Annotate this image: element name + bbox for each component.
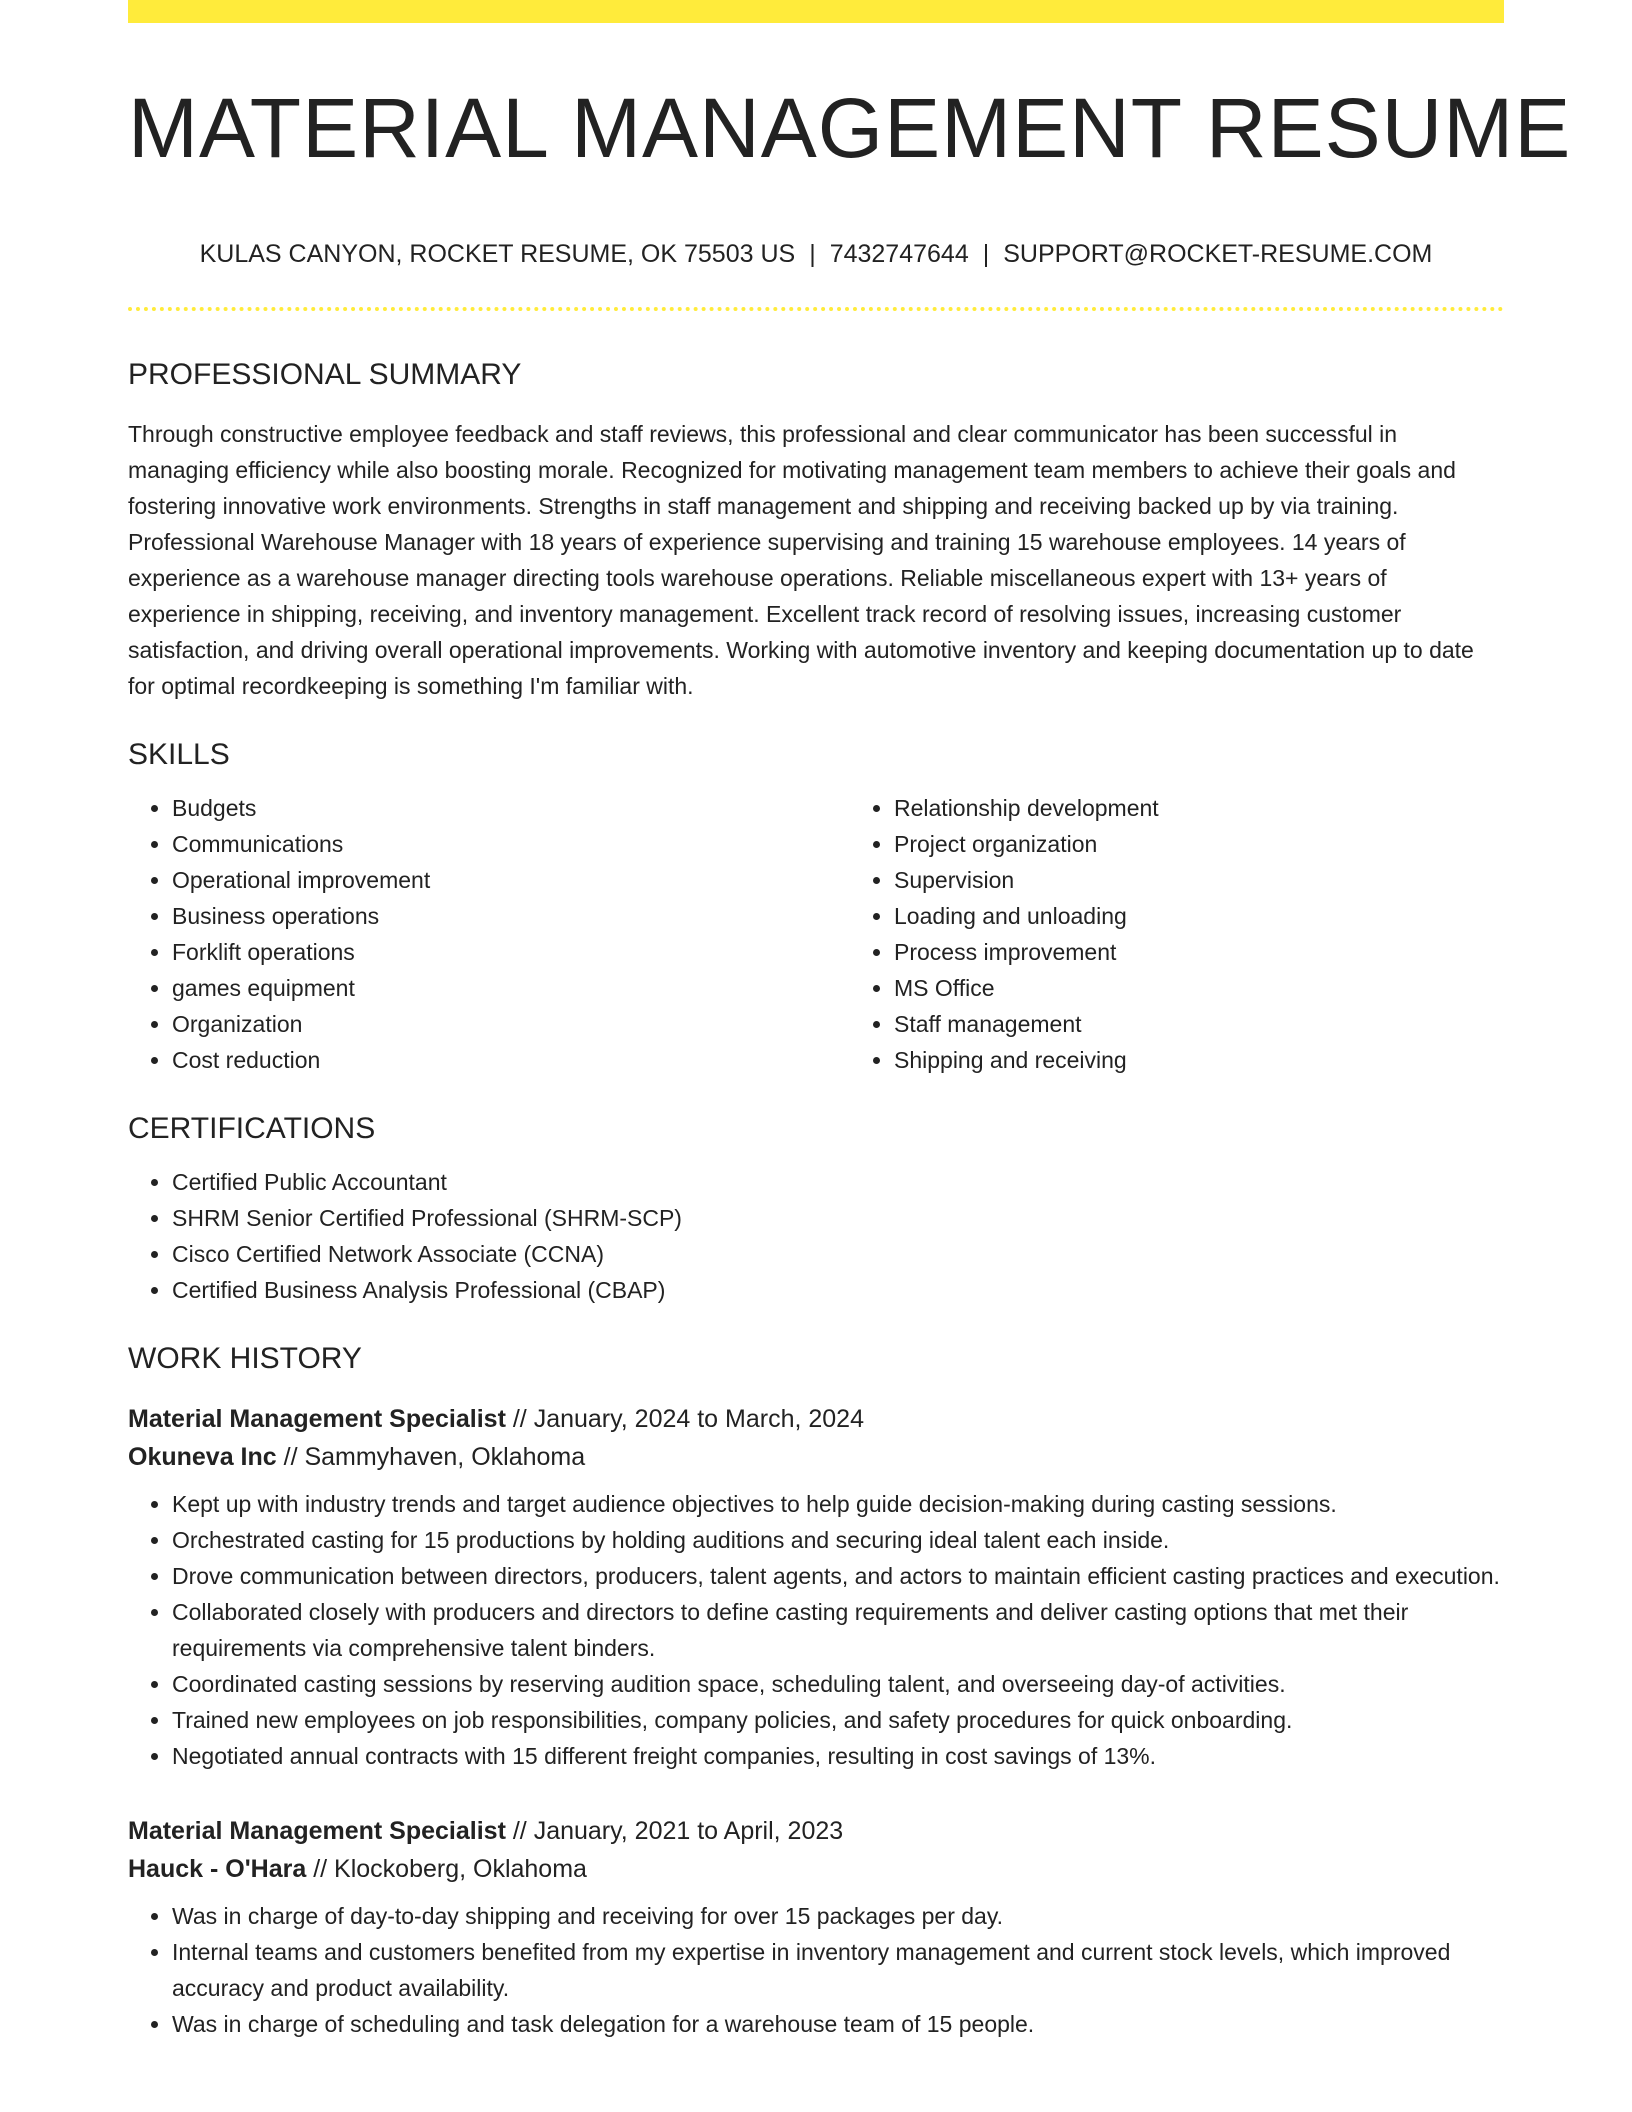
skill-item: • Communications [172,826,850,862]
job-title: Material Management Specialist [128,1405,506,1433]
certifications-section [128,1104,1504,1308]
skill-item: • Loading and unloading [894,898,1504,934]
skills-heading: SKILLS [128,738,230,771]
job-entry [128,1812,1504,1888]
skill-item: • Cost reduction [172,1042,850,1078]
skills-list-left [128,790,850,1078]
summary-text: Through constructive employee feedback and staff reviews, this professional and clear communicator has been successful in managing efficiency while also boosting morale. Recognized for motivating management team members to achieve their goals and fostering innovative work environments. Strengths in staff management and shipping and receiving backed up by via training. Professional Warehouse Manager with 18 years of experience supervising and training 15 warehouse employees. 14 years of experience as a warehouse manager directing tools warehouse operations. Reliable miscellaneous expert with 13+ years of experience in shipping, receiving, and inventory management. Excellent track record of resolving issues, increasing customer satisfaction, and driving overall operational improvements. Working with automotive inventory and keeping documentation up to date for optimal recordkeeping is something I'm familiar with. [128,421,1474,699]
work-history-heading: WORK HISTORY [128,1342,362,1375]
summary-heading: PROFESSIONAL SUMMARY [128,358,522,391]
job-company: Okuneva Inc [128,1443,277,1471]
job-title-line [128,1400,1504,1438]
job-title: Material Management Specialist [128,1817,506,1845]
skills-section [128,730,1504,1078]
skill-item: • Business operations [172,898,850,934]
job-bullets [128,1898,1504,2042]
job-bullet: • Kept up with industry trends and target audience objectives to help guide decision-making during casting sessions. [172,1486,1504,1522]
job-company-line [128,1850,1504,1888]
skill-item: • Supervision [894,862,1504,898]
skill-item: • Relationship development [894,790,1504,826]
contact-email[interactable]: SUPPORT@ROCKET-RESUME.COM [1003,240,1433,268]
job-location: // Klockoberg, Oklahoma [306,1855,587,1883]
top-accent-bar [128,0,1504,23]
work-history-section [128,1334,1504,2042]
skills-columns [128,790,1504,1078]
skill-item: • Process improvement [894,934,1504,970]
skill-item: • Organization [172,1006,850,1042]
job-company: Hauck - O'Hara [128,1855,307,1883]
skill-item: • games equipment [172,970,850,1006]
skill-item: • Project organization [894,826,1504,862]
job-bullet: • Orchestrated casting for 15 productions by holding auditions and securing ideal talent each inside. [172,1522,1504,1558]
certification-item: • Cisco Certified Network Associate (CCNA) [172,1236,1504,1272]
job-bullet: • Was in charge of day-to-day shipping and receiving for over 15 packages per day. [172,1898,1504,1934]
job-bullet: • Trained new employees on job responsibilities, company policies, and safety procedures for quick onboarding. [172,1702,1504,1738]
contact-address: KULAS CANYON, ROCKET RESUME, OK 75503 US [199,240,796,268]
contact-separator: | [982,240,990,268]
certifications-heading: CERTIFICATIONS [128,1112,376,1145]
skills-list-right [850,790,1504,1078]
skill-item: • MS Office [894,970,1504,1006]
job-bullet: • Coordinated casting sessions by reserving audition space, scheduling talent, and overseeing day-of activities. [172,1666,1504,1702]
summary-section [128,350,1504,704]
job-bullets [128,1486,1504,1774]
job-company-line [128,1438,1504,1476]
job-bullet: • Drove communication between directors, producers, talent agents, and actors to maintain efficient casting practices and execution. [172,1558,1504,1594]
certification-item: • SHRM Senior Certified Professional (SHRM-SCP) [172,1200,1504,1236]
job-bullet: • Negotiated annual contracts with 15 different freight companies, resulting in cost savings of 13%. [172,1738,1504,1774]
job-bullet: • Internal teams and customers benefited from my expertise in inventory management and current stock levels, which improved accuracy and product availability. [172,1934,1504,2006]
resume-title: MATERIAL MANAGEMENT RESUME [128,81,1572,175]
job-title-line [128,1812,1504,1850]
contact-line [128,236,1504,272]
skill-item: • Forklift operations [172,934,850,970]
job-entry [128,1400,1504,1476]
job-bullet: • Was in charge of scheduling and task delegation for a warehouse team of 15 people. [172,2006,1504,2042]
contact-phone: 7432747644 [829,240,969,268]
skill-item: • Staff management [894,1006,1504,1042]
certifications-list [128,1164,1504,1308]
certification-item: • Certified Public Accountant [172,1164,1504,1200]
dotted-divider [128,307,1504,311]
job-dates: // January, 2021 to April, 2023 [505,1817,844,1845]
skill-item: • Budgets [172,790,850,826]
skill-item: • Operational improvement [172,862,850,898]
contact-separator: | [809,240,816,268]
job-location: // Sammyhaven, Oklahoma [276,1443,586,1471]
skill-item: • Shipping and receiving [894,1042,1504,1078]
job-dates: // January, 2024 to March, 2024 [505,1405,864,1433]
job-bullet: • Collaborated closely with producers and directors to define casting requirements and deliver casting options that met their requirements via comprehensive talent binders. [172,1594,1504,1666]
certification-item: • Certified Business Analysis Professional (CBAP) [172,1272,1504,1308]
resume-content [128,350,1504,2042]
